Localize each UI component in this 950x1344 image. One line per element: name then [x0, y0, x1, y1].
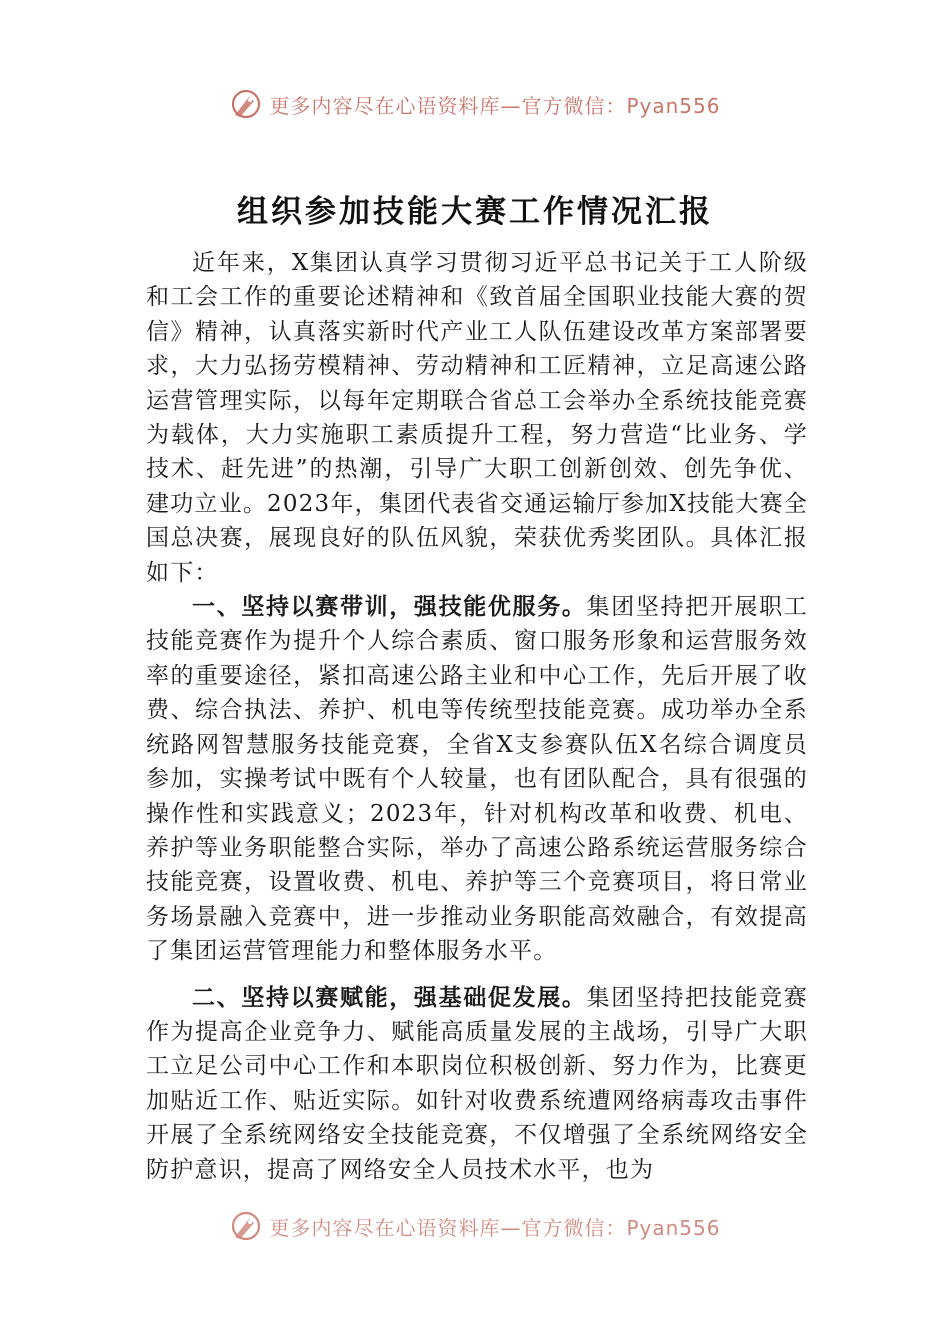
section-2-heading: 二、坚持以赛赋能，强基础促发展。: [192, 984, 587, 1011]
paragraph-text: 近年来，X集团认真学习贯彻习近平总书记关于工人阶级和工会工作的重要论述精神和《致首届全国职业技能大赛的贺信》精神，认真落实新时代产业工人队伍建设改革方案部署要求，大力弘扬劳模精神、劳动精神和工匠精神，立足高速公路运营管理实际，以每年定期联合省总工会举办全系统技能竞赛为载体，大力实施职工素质提升工程，努力营造“比业务、学技术、赶先进”的热潮，引导广大职工创新创效、创先争优、建功立业。2023年，集团代表省交通运输厅参加X技能大赛全国总决赛，展现良好的队伍风貌，荣获优秀奖团队。具体汇报如下：: [146, 250, 808, 586]
pen-nib-circle-icon: [229, 87, 263, 121]
watermark-text: 更多内容尽在心语资料库—官方微信：Pyan556: [269, 93, 721, 118]
pen-nib-circle-icon: [229, 1209, 263, 1243]
section-2-text: 集团坚持把技能竞赛作为提高企业竞争力、赋能高质量发展的主战场，引导广大职工立足公司中心工作和本职岗位积极创新、努力作为，比赛更加贴近工作、贴近实际。如针对收费系统遭网络病毒攻击事件开展了全系统网络安全技能竞赛，不仅增强了全系统网络安全防护意识，提高了网络安全人员技术水平，也为: [146, 984, 808, 1183]
section-1-paragraph: [146, 590, 808, 968]
watermark-text: 更多内容尽在心语资料库—官方微信：Pyan556: [269, 1215, 721, 1240]
page-title: 组织参加技能大赛工作情况汇报: [237, 194, 713, 230]
section-1-text: 集团坚持把开展职工技能竞赛作为提升个人综合素质、窗口服务形象和运营服务效率的重要途径，紧扣高速公路主业和中心工作，先后开展了收费、综合执法、养护、机电等传统型技能竞赛。成功举办全系统路网智慧服务技能竞赛，全省X支参赛队伍X名综合调度员参加，实操考试中既有个人较量，也有团队配合，具有很强的操作性和实践意义；2023年，针对机构改革和收费、机电、养护等业务职能整合实际，举办了高速公路系统运营服务综合技能竞赛，设置收费、机电、养护等三个竞赛项目，将日常业务场景融入竞赛中，进一步推动业务职能高效融合，有效提高了集团运营管理能力和整体服务水平。: [146, 594, 808, 965]
footer-watermark: [0, 1206, 950, 1246]
section-2-paragraph: [146, 981, 808, 1187]
document-body: [146, 246, 808, 1187]
header-watermark: [0, 84, 950, 124]
intro-paragraph: [146, 246, 808, 590]
section-1-heading: 一、坚持以赛带训，强技能优服务。: [192, 594, 587, 621]
